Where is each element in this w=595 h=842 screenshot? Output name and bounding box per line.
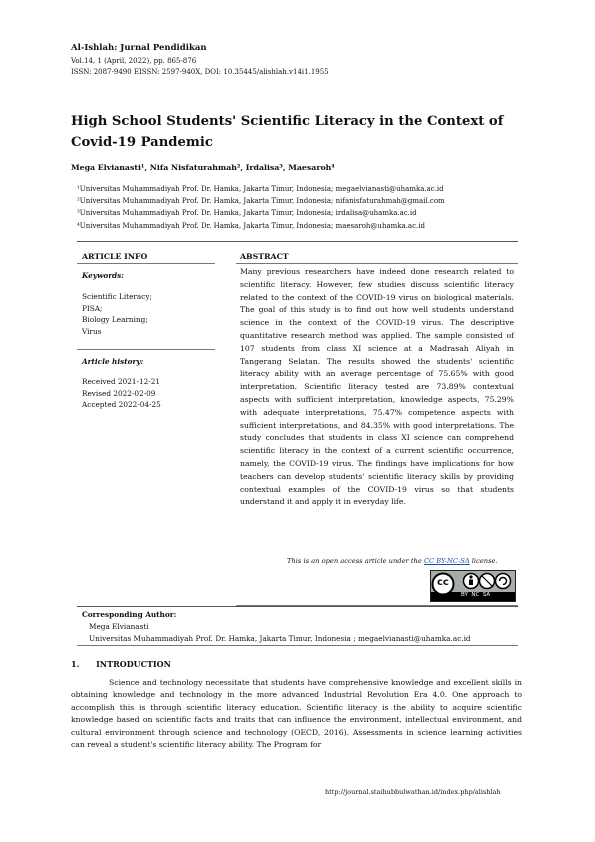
affiliations bbox=[77, 183, 445, 232]
keywords-rule bbox=[77, 349, 215, 350]
keyword-item: PISA; bbox=[82, 303, 103, 313]
cc-badge-text: cc bbox=[437, 577, 449, 588]
keywords-label: Keywords: bbox=[82, 271, 124, 280]
corresponding-label: Corresponding Author: bbox=[82, 610, 177, 619]
abstract-bottom-rule bbox=[236, 605, 518, 606]
journal-volume: Vol.14, 1 (April, 2022), pp. 865-876 bbox=[71, 57, 197, 65]
history-revised: Revised 2022-02-09 bbox=[82, 388, 156, 398]
cc-badge-terms: BY NC SA bbox=[461, 592, 491, 598]
introduction-heading: 1. INTRODUCTION bbox=[71, 659, 171, 669]
history-label: Article history: bbox=[82, 357, 144, 366]
article-info-rule bbox=[77, 263, 215, 264]
corresponding-author bbox=[82, 609, 471, 645]
affiliation-3: ³Universitas Muhammadiyah Prof. Dr. Hamka, Jakarta Timur, Indonesia; irdalisa@uhamka.ac.id bbox=[77, 209, 417, 218]
license-link[interactable]: CC BY-NC-SA bbox=[423, 557, 470, 565]
footer-url[interactable]: http://journal.staihubbulwathan.id/index.php/alishlah bbox=[325, 788, 501, 796]
keyword-item: Biology Learning; bbox=[82, 315, 148, 324]
paper-title: High School Students' Scientific Literacy in the Context of Covid-19 Pandemic bbox=[71, 114, 504, 150]
introduction-text: Science and technology necessitate that students have comprehensive knowledge and excellent skills in obtaining knowledge and technology in the more advanced Industrial Revolution Era 4.0. One approach to accomplish this is through scientific literacy education. Scientific literacy is the ability to acquire scientific knowledge based on scientific facts and traits that can influence the environment, intellectual environment, and cultural environment through science and technology (OECD, 2016). Assessments in science learning activities can reveal a student's scientific literacy ability. The Program for bbox=[71, 678, 522, 750]
corresponding-name: Mega Elvianasti bbox=[89, 622, 149, 631]
corresponding-affiliation: Universitas Muhammadiyah Prof. Dr. Hamka, Jakarta Timur, Indonesia ; megaelvianasti@uhamka.ac.id bbox=[89, 634, 471, 643]
keyword-item: Virus bbox=[82, 326, 102, 336]
author-list: Mega Elvianasti¹, Nifa Nisfaturahmah², Irdalisa³, Maesaroh⁴ bbox=[71, 163, 335, 172]
affiliation-1: ¹Universitas Muhammadiyah Prof. Dr. Hamka, Jakarta Timur, Indonesia; megaelvianasti@uhamka.ac.id bbox=[77, 185, 444, 193]
abstract-text: Many previous researchers have indeed done research related to scientific literacy. However, few studies discuss scientific literacy related to the context of the COVID-19 virus on biological materials. The goal of this study is to find out how well students understand science in the context of the COVID-19 virus. The descriptive quantitative research method was applied. The sample consisted of 107 students from class XI science at a Madrasah Aliyah in Tangerang Selatan. The results showed the students' scientific literacy ability with an average percentage of 75.65% with good interpretation. Scientific literacy tested are 73.89% contextual aspects with sufficient interpretation, knowledge aspects, 75.29% with adequate interpretations, 75.47% competence aspects with sufficient interpretations, and 84.35% with good interpretations. The study concludes that students in class XI science can comprehend scientific literacy in the context of a current scientific occurrence, namely, the COVID-19 virus. The findings have implications for how teachers can develop students' scientific literacy skills by providing contextual examples of the COVID-19 virus so that students understand it and apply it in everyday life. bbox=[240, 267, 514, 507]
history-accepted: Accepted 2022-04-25 bbox=[82, 400, 161, 409]
cc-license-badge[interactable] bbox=[430, 570, 516, 602]
keyword-list bbox=[82, 291, 152, 337]
keyword-item: Scientific Literacy; bbox=[82, 292, 152, 301]
license-note: This is an open access article under the CC BY-NC-SA license. bbox=[287, 557, 498, 565]
journal-ids: ISSN: 2087-9490 EISSN: 2597-940X, DOI: 10.35445/alishlah.v14i1.1955 bbox=[71, 68, 329, 76]
top-rule bbox=[77, 241, 518, 242]
abstract-rule bbox=[236, 263, 518, 264]
abstract-heading: ABSTRACT bbox=[240, 252, 289, 261]
affiliation-2: ²Universitas Muhammadiyah Prof. Dr. Hamka, Jakarta Timur, Indonesia; nifanisfaturahmah@gmail.com bbox=[77, 197, 445, 206]
corresponding-rule bbox=[77, 645, 518, 646]
history-received: Received 2021-12-21 bbox=[82, 377, 161, 386]
article-info-heading: ARTICLE INFO bbox=[82, 252, 148, 261]
affiliation-4: ⁴Universitas Muhammadiyah Prof. Dr. Hamka, Jakarta Timur, Indonesia; maesaroh@uhamka.ac.id bbox=[77, 221, 425, 230]
bottom-rule bbox=[77, 606, 518, 607]
journal-name: Al-Ishlah: Jurnal Pendidikan bbox=[71, 43, 207, 53]
history-list bbox=[82, 376, 161, 411]
